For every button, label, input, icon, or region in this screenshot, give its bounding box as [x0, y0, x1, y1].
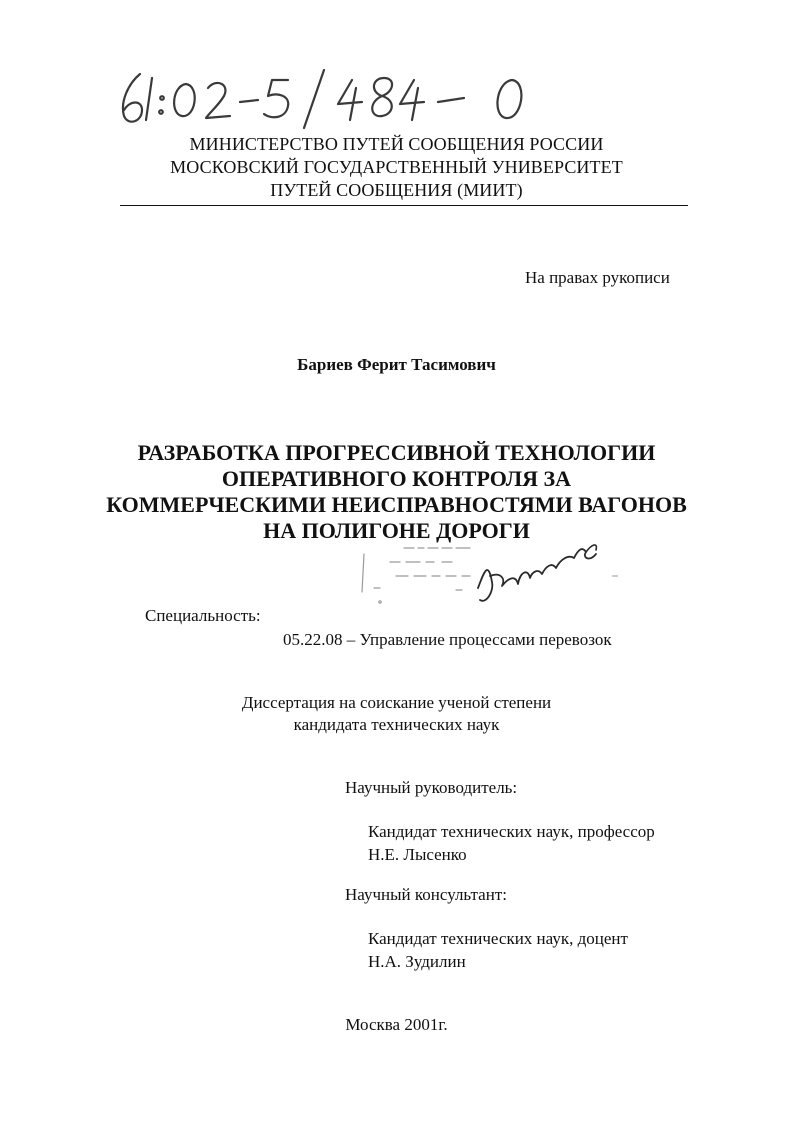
adviser-degree: Кандидат технических наук, профессор	[368, 822, 655, 841]
signature-stamp	[360, 532, 620, 612]
dissertation-line-2: кандидата технических наук	[293, 715, 500, 734]
university-line-2: МОСКОВСКИЙ ГОСУДАРСТВЕННЫЙ УНИВЕРСИТЕТ	[170, 157, 623, 177]
signature-icon	[478, 549, 596, 601]
title-line-3: КОММЕРЧЕСКИМИ НЕИСПРАВНОСТЯМИ ВАГОНОВ	[106, 492, 687, 517]
consultant-degree: Кандидат технических наук, доцент	[368, 929, 628, 948]
university-line-3: ПУТЕЙ СООБЩЕНИЯ (МИИТ)	[270, 180, 523, 200]
specialty-label: Специальность:	[145, 606, 261, 625]
author-name: Бариев Ферит Тасимович	[297, 355, 496, 374]
header-divider	[120, 205, 688, 206]
title-line-4: НА ПОЛИГОНЕ ДОРОГИ	[263, 518, 530, 543]
title-line-1: РАЗРАБОТКА ПРОГРЕССИВНОЙ ТЕХНОЛОГИИ	[137, 440, 656, 465]
dissertation-title	[0, 440, 793, 544]
handwritten-archive-code	[112, 62, 552, 132]
title-line-2: ОПЕРАТИВНОГО КОНТРОЛЯ ЗА	[221, 466, 572, 491]
consultant-name: Н.А. Зудилин	[368, 952, 466, 971]
ministry-line-1: МИНИСТЕРСТВО ПУТЕЙ СООБЩЕНИЯ РОССИИ	[189, 134, 604, 154]
adviser-label: Научный руководитель:	[345, 778, 518, 797]
dissertation-degree	[0, 692, 793, 736]
consultant-label: Научный консультант:	[345, 885, 507, 904]
manuscript-note: На правах рукописи	[525, 268, 670, 287]
specialty-value: 05.22.08 – Управление процессами перевозок	[283, 630, 612, 649]
dissertation-line-1: Диссертация на соискание ученой степени	[241, 693, 552, 712]
adviser-name: Н.Е. Лысенко	[368, 845, 467, 864]
place-year: Москва 2001г.	[345, 1015, 448, 1034]
